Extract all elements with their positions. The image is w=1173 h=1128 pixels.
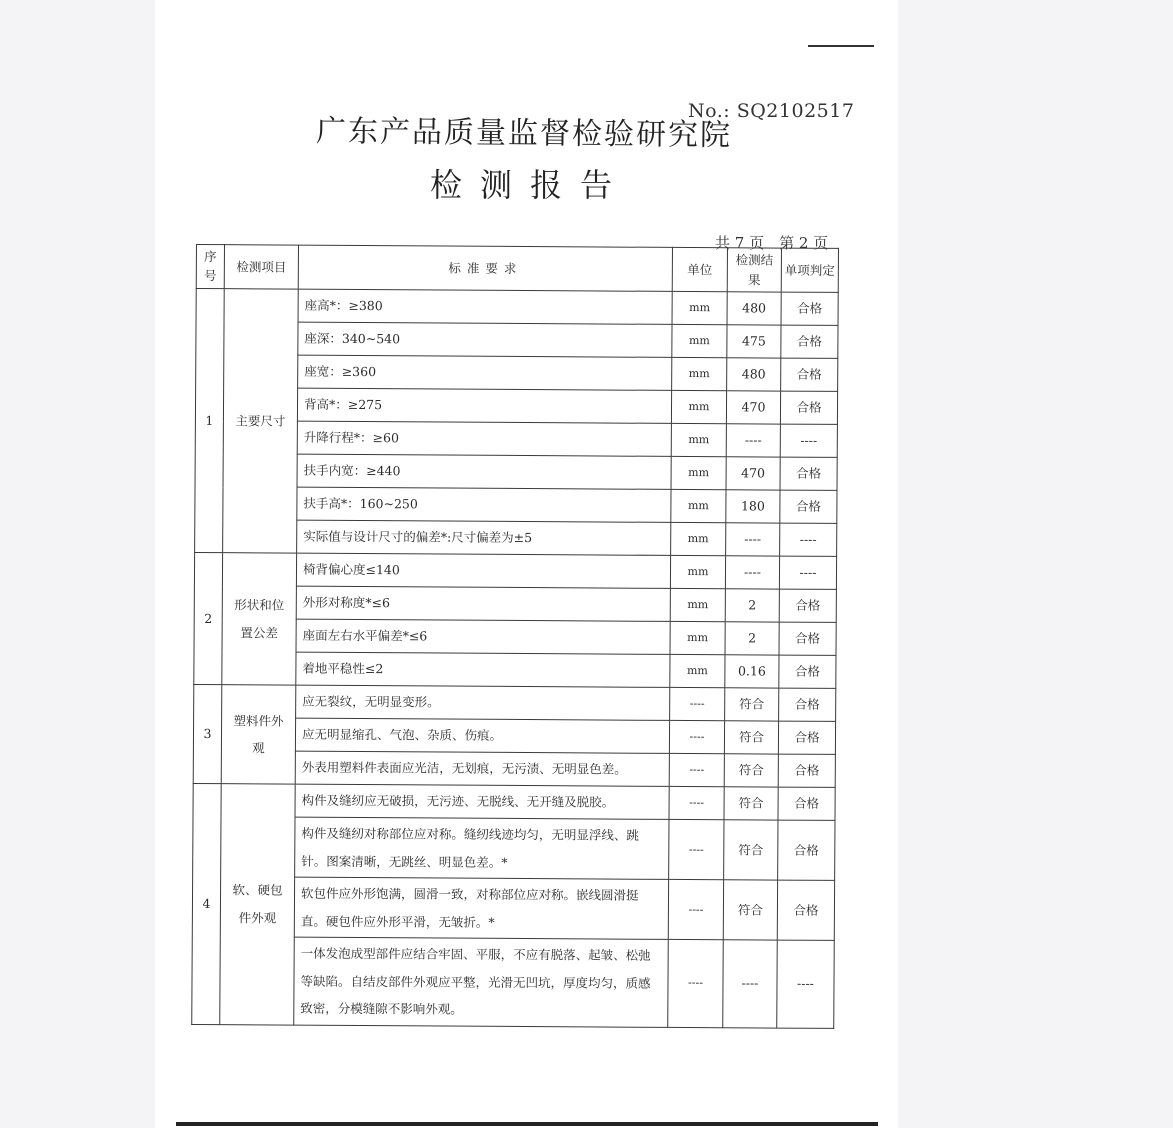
requirement-cell: 座高*：≥380 xyxy=(298,289,672,324)
requirement-cell: 应无裂纹，无明显变形。 xyxy=(296,685,670,720)
judgement-cell: 合格 xyxy=(779,688,836,721)
result-cell: ---- xyxy=(723,940,778,1028)
judgement-cell: 合格 xyxy=(779,622,836,655)
header-rule xyxy=(808,45,874,47)
requirement-cell: 软包件应外形饱满，圆滑一致，对称部位应对称。嵌线圆滑挺直。硬包件应外形平滑，无皱折。* xyxy=(294,877,668,939)
group-item: 软、硬包件外观 xyxy=(220,784,295,1025)
result-cell: 符合 xyxy=(723,880,777,940)
table-row xyxy=(193,783,835,820)
requirement-cell: 外表用塑料件表面应光洁，无划痕，无污渍、无明显色差。 xyxy=(295,751,669,786)
requirement-cell: 应无明显缩孔、气泡、杂质、伤痕。 xyxy=(295,718,669,753)
result-cell: 480 xyxy=(727,292,781,325)
result-cell: ---- xyxy=(726,424,780,457)
organization-title: 广东产品质量监督检验研究院 xyxy=(315,113,733,154)
requirement-cell: 外形对称度*≤6 xyxy=(296,586,670,621)
result-cell: 0.16 xyxy=(725,655,779,688)
report-number: No.: SQ2102517 xyxy=(688,100,855,122)
group-item: 塑料件外观 xyxy=(221,685,296,784)
table-row xyxy=(194,684,836,721)
judgement-cell: 合格 xyxy=(778,721,835,754)
judgement-cell: 合格 xyxy=(778,787,835,820)
unit-cell: mm xyxy=(672,324,727,357)
unit-cell: mm xyxy=(671,489,726,522)
table-header-row xyxy=(196,245,838,293)
requirement-cell: 扶手高*：160~250 xyxy=(297,487,671,522)
unit-cell: ---- xyxy=(670,687,725,720)
table-row xyxy=(194,552,836,589)
requirement-cell: 座面左右水平偏差*≤6 xyxy=(296,619,670,654)
requirement-cell: 构件及缝纫对称部位应对称。缝纫线迹均匀，无明显浮线、跳针。图案清晰，无跳丝、明显色差。* xyxy=(295,817,669,879)
group-seq: 1 xyxy=(195,289,225,553)
judgement-cell: 合格 xyxy=(778,820,835,880)
unit-cell: mm xyxy=(670,621,725,654)
requirement-cell: 实际值与设计尺寸的偏差*:尺寸偏差为±5 xyxy=(297,520,671,555)
unit-cell: ---- xyxy=(668,879,723,939)
judgement-cell: 合格 xyxy=(779,655,836,688)
unit-cell: mm xyxy=(672,291,727,324)
judgement-cell: 合格 xyxy=(780,490,837,523)
header-requirement: 标准要求 xyxy=(298,245,672,291)
result-cell: 符合 xyxy=(724,721,778,754)
unit-cell: mm xyxy=(671,390,726,423)
result-cell: 480 xyxy=(727,358,781,391)
group-item: 主要尺寸 xyxy=(223,289,299,553)
footer-rule xyxy=(176,1122,878,1126)
header-judgement: 单项判定 xyxy=(781,248,838,292)
page-info: 共 7 页 第 2 页 xyxy=(715,234,829,252)
result-cell: 475 xyxy=(727,325,781,358)
table-row xyxy=(196,289,838,326)
judgement-cell: 合格 xyxy=(777,880,834,940)
result-cell: 符合 xyxy=(724,754,778,787)
result-cell: 470 xyxy=(726,391,780,424)
judgement-cell: ---- xyxy=(780,424,837,457)
judgement-cell: 合格 xyxy=(778,754,835,787)
requirement-cell: 升降行程*：≥60 xyxy=(297,421,671,456)
result-cell: 180 xyxy=(726,490,780,523)
judgement-cell: 合格 xyxy=(779,589,836,622)
document-title: 检测报告 xyxy=(430,166,631,204)
unit-cell: mm xyxy=(670,654,725,687)
unit-cell: ---- xyxy=(669,786,724,819)
group-seq: 2 xyxy=(194,552,223,684)
unit-cell: ---- xyxy=(669,753,724,786)
result-cell: 符合 xyxy=(725,688,779,721)
result-cell: ---- xyxy=(725,556,779,589)
unit-cell: mm xyxy=(670,588,725,621)
requirement-cell: 背高*：≥275 xyxy=(297,388,671,423)
judgement-cell: 合格 xyxy=(781,325,838,358)
requirement-cell: 构件及缝纫应无破损，无污迹、无脱线、无开缝及脱胶。 xyxy=(295,784,669,819)
unit-cell: mm xyxy=(670,555,725,588)
requirement-cell: 椅背偏心度≤140 xyxy=(296,553,670,588)
requirement-cell: 着地平稳性≤2 xyxy=(296,652,670,687)
unit-cell: mm xyxy=(671,423,726,456)
judgement-cell: 合格 xyxy=(781,358,838,391)
unit-cell: ---- xyxy=(669,819,724,879)
result-cell: ---- xyxy=(726,523,780,556)
group-seq: 3 xyxy=(193,684,222,783)
header-result: 检测结果 xyxy=(727,248,781,292)
judgement-cell: 合格 xyxy=(780,457,837,490)
requirement-cell: 扶手内宽：≥440 xyxy=(297,454,671,489)
judgement-cell: ---- xyxy=(779,556,836,589)
unit-cell: mm xyxy=(672,357,727,390)
result-cell: 2 xyxy=(725,589,779,622)
group-item: 形状和位置公差 xyxy=(222,553,297,685)
header-seq: 序号 xyxy=(196,245,224,289)
result-cell: 符合 xyxy=(724,787,778,820)
requirement-cell: 座深：340~540 xyxy=(298,322,672,357)
judgement-cell: 合格 xyxy=(781,292,838,325)
unit-cell: ---- xyxy=(669,720,724,753)
requirement-cell: 一体发泡成型部件应结合牢固、平服，不应有脱落、起皱、松弛等缺陷。自结皮部件外观应平整，光滑无凹坑，厚度均匀，质感致密，分模缝隙不影响外观。 xyxy=(294,937,669,1027)
unit-cell: ---- xyxy=(668,939,724,1027)
header-item: 检测项目 xyxy=(224,245,298,289)
judgement-cell: ---- xyxy=(777,940,835,1028)
judgement-cell: 合格 xyxy=(780,391,837,424)
result-cell: 470 xyxy=(726,457,780,490)
judgement-cell: ---- xyxy=(780,523,837,556)
group-seq: 4 xyxy=(192,783,221,1024)
result-cell: 符合 xyxy=(724,820,778,880)
header-unit: 单位 xyxy=(672,247,727,291)
inspection-table xyxy=(191,244,839,1028)
unit-cell: mm xyxy=(671,522,726,555)
result-cell: 2 xyxy=(725,622,779,655)
unit-cell: mm xyxy=(671,456,726,489)
requirement-cell: 座宽：≥360 xyxy=(298,355,672,390)
